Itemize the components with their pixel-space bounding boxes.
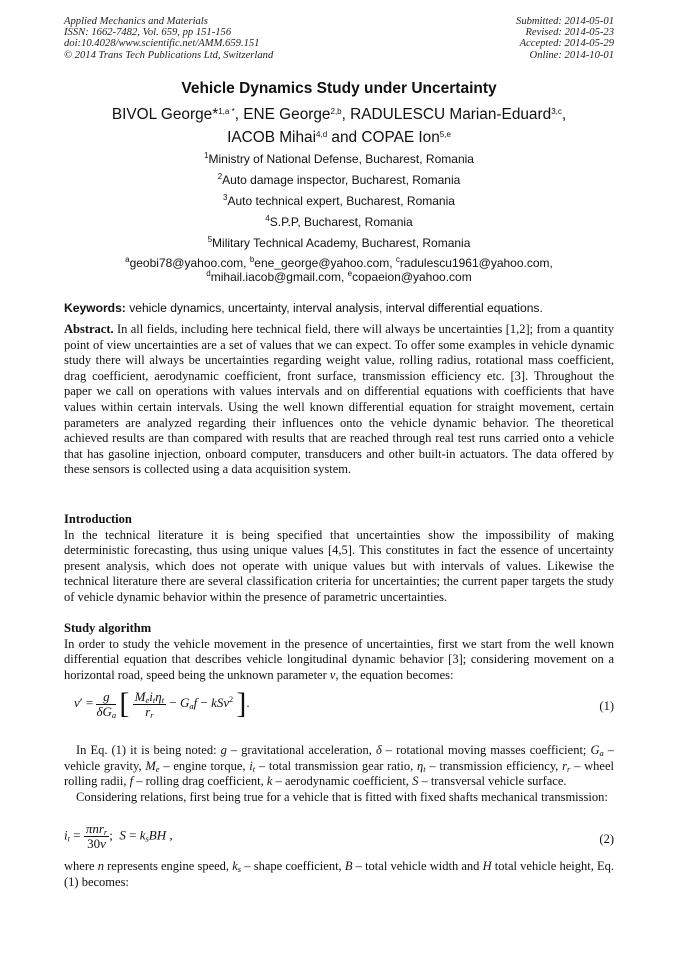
date-submitted: Submitted: 2014-05-01: [516, 16, 614, 27]
author-4: IACOB Mihai: [227, 129, 317, 146]
journal-issn: ISSN: 1662-7482, Vol. 659, pp 151-156: [64, 27, 232, 39]
author-list: BIVOL George*$^{1,a *}$, ENE George$^{2,b}$, RADULESCU Marian-Eduard$^{3,c}$, IACOB Mihai$^{4,d}$ and COPAE Ion$^{5,e}$: [111, 106, 567, 146]
affiliation-1: $^1$Ministry of National Defense, Bucharest, Romania: [204, 151, 474, 166]
study-section: [64, 621, 614, 683]
email-b[interactable]: ene_george@yahoo.com,: [254, 256, 396, 270]
keywords: [64, 301, 614, 315]
study-paragraph-2: In Eq. (1) it is being noted: g – gravitational acceleration, δ – rotational moving masses coefficient; $G_a$ – vehicle gravity, $M_e$ – engine torque, $i_t$ – total transmission gear ratio, $\eta_t$ – transmission efficiency, $r_r$ – wheel rolling radii, f – rolling drag coefficient, k – aerodynamic coefficient, S – transversal vehicle surface. Considering relations, first being true for a vehicle that is fitted with fixed shafts mechanical transmission:: [64, 743, 615, 804]
study-heading: Study algorithm: [64, 621, 152, 635]
equation-2-number: (2): [599, 832, 614, 846]
email-a[interactable]: geobi78@yahoo.com,: [129, 256, 250, 270]
journal-copyright: © 2014 Trans Tech Publications Ltd, Switzerland: [64, 49, 274, 61]
study-paragraph-1: In order to study the vehicle movement in the presence of uncertainties, first we start from the well known differential equation that describes vehicle longitudinal dynamic behavior [3]; considering movement on a horizontal road, speed being the unknown parameter v, the equation becomes:: [64, 636, 614, 682]
date-revised: Revised: 2014-05-23: [525, 27, 614, 39]
submission-dates: [516, 16, 614, 61]
journal-doi[interactable]: doi:10.4028/www.scientific.net/AMM.659.151: [64, 38, 260, 50]
study-paragraph-3: Considering relations, first being true for a vehicle that is fitted with fixed shafts mechanical transmission:: [76, 789, 608, 804]
abstract-text: In all fields, including here technical field, there will always be uncertainties [1,2]; from a quantity point of view uncertainties are a set of values that we can expect. To offer some examples in vehicle dynamic study there will always be uncertainties regarding weight value, rolling radius, rotational mass coefficient, drag coefficient, aerodynamic coefficient, front surface, transmission efficiency etc. [3]. Throughout the paper we call on operations with values intervals and on differential equations with coefficients that have values within certain intervals. Using the well known differential equation for straight movement, certain parameters are analyzed regarding their influences onto the vehicle dynamic behavior. The theoretical achieved results are than compared with results that are reached through real test runs carried onto a vehicle that has gasoline injection, onboard computer, transducers and other built-in actuators. The data offered by these sensors is collected using a data acquisition system.: [64, 322, 614, 477]
email-d[interactable]: mihail.iacob@gmail.com,: [210, 270, 348, 284]
abstract-label: Abstract.: [64, 322, 114, 336]
affiliation-4: $^4$S.P.P, Bucharest, Romania: [265, 214, 413, 229]
keywords-text: vehicle dynamics, uncertainty, interval analysis, interval differential equations.: [125, 301, 543, 315]
keywords-label: Keywords:: [64, 301, 126, 315]
author-emails: $^a$geobi78@yahoo.com, $^b$ene_george@yahoo.com, $^c$radulescu1961@yahoo.com, $^d$mihail.iacob@gmail.com, $^e$copaeion@yahoo.com: [125, 255, 553, 284]
introduction-section: [64, 512, 614, 606]
equation-1-number: (1): [599, 699, 614, 713]
affiliation-3: $^3$Auto technical expert, Bucharest, Romania: [223, 193, 455, 208]
journal-name: Applied Mechanics and Materials: [64, 16, 208, 27]
affiliation-2: $^2$Auto damage inspector, Bucharest, Romania: [217, 172, 461, 187]
equation-1: v′ = $\frac{g}{\delta G_a}$ [ $\frac{M_ei_t\eta_t}{r_r}$ − $G_af - kSv^2$ ]. (1): [74, 687, 614, 720]
date-accepted: Accepted: 2014-05-29: [519, 38, 614, 50]
study-paragraph-4: where n represents engine speed, $k_s$ – shape coefficient, B – total vehicle width and H total vehicle height, Eq. (1) becomes:: [64, 859, 614, 889]
journal-info: [64, 16, 273, 61]
paper-title: Vehicle Dynamics Study under Uncertainty: [181, 80, 497, 97]
email-c[interactable]: radulescu1961@yahoo.com,: [399, 256, 553, 270]
introduction-text: In the technical literature it is being specified that uncertainties show the impossibility of making deterministic forecasting, thus using unique values [4,5]. This constitutes in fact the essence of uncertainty present analysis, which does not operate with unique values but with intervals of values. Likewise the technical literature there are several classification criteria for uncertainties; the current paper targets the study of vehicle dynamic behavior within the presence of parametric uncertainties.: [64, 527, 614, 604]
author-3: , RADULESCU Marian-Eduard: [341, 106, 552, 123]
affiliation-5: $^5$Military Technical Academy, Bucharest, Romania: [207, 235, 471, 250]
author-2: , ENE George: [234, 106, 331, 123]
email-e[interactable]: copaeion@yahoo.com: [352, 270, 472, 284]
abstract: [64, 322, 614, 478]
equation-2: $i_t$ = $\frac{\pi nr_r}{30v}$ ; $S = k_sBH$ , (2): [64, 821, 614, 851]
date-online: Online: 2014-10-01: [529, 49, 614, 61]
author-5: and COPAE Ion: [327, 129, 440, 146]
author-1: BIVOL George*: [111, 106, 219, 123]
introduction-heading: Introduction: [64, 512, 132, 526]
